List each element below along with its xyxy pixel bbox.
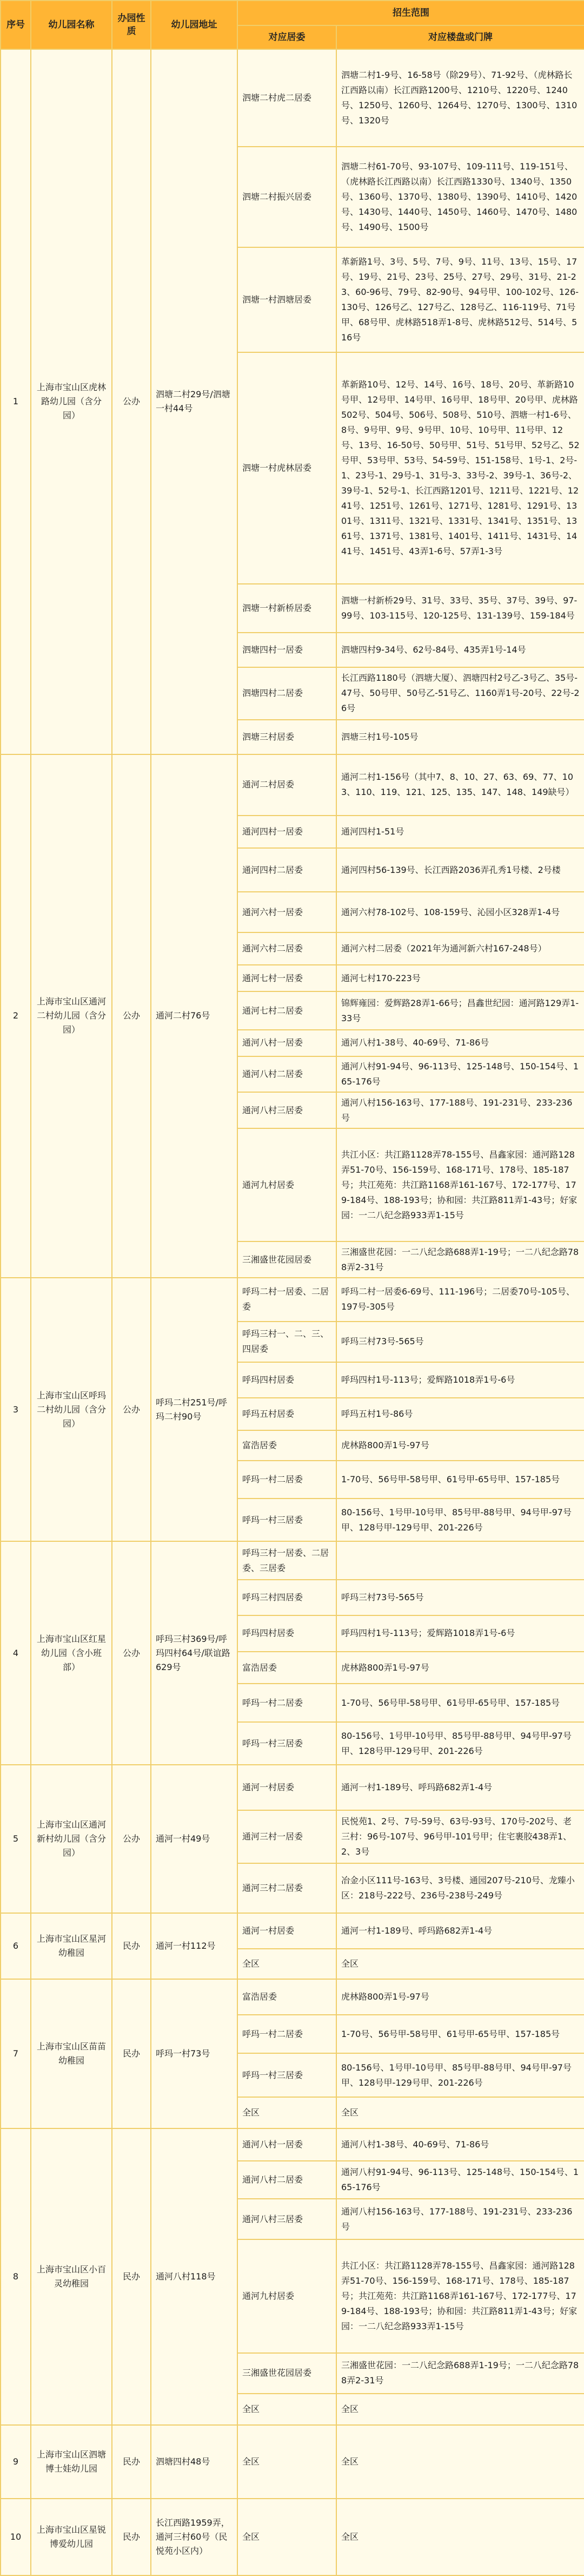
buildings-cell: 三湘盛世花园：一二八纪念路688弄1-19号；一二八纪念路788弄2-31号 [336, 1241, 584, 1277]
table-row [1, 1765, 584, 1810]
buildings-cell: 呼玛五村1号-86号 [336, 1398, 584, 1430]
buildings-cell: 全区 [336, 2499, 584, 2575]
buildings-cell: 全区 [336, 2097, 584, 2128]
buildings-cell: 共江小区：共江路1128弄78-155号、昌鑫家园：通河路128弄51-70号、156-159号、168-171号、178号、185-187号；共江苑苑：共江路1168弄161-167号、172-177号、179-184号、188-193号；协和园：共江路811弄1-43号；好家园：一二八纪念路933弄1-15号 [336, 1128, 584, 1242]
committee-cell: 呼玛三村一居委、二居委、三居委 [237, 1541, 336, 1580]
kindergarten-nature: 公办 [112, 49, 151, 754]
committee-cell: 泗塘二村虎二居委 [237, 49, 336, 147]
buildings-cell: 虎林路800弄1号-97号 [336, 1652, 584, 1684]
header-name: 幼儿园名称 [31, 1, 112, 49]
committee-cell: 泗塘四村一居委 [237, 633, 336, 667]
kindergarten-number: 1 [1, 49, 31, 754]
committee-cell: 泗塘三村居委 [237, 720, 336, 754]
kindergarten-name: 上海市宝山区呼玛二村幼儿园（含分园） [31, 1278, 112, 1542]
buildings-cell: 长江西路1180号（泗塘大厦）、泗塘四村2号乙-3号乙、35号-47号、50号甲、50号乙-51号乙、1160弄1号-20号、22号-26号 [336, 667, 584, 719]
kindergarten-address: 长江西路1959弄，通河三村60号（民悦苑小区内） [151, 2499, 237, 2575]
kindergarten-nature: 民办 [112, 2499, 151, 2575]
committee-cell: 通河七村二居委 [237, 991, 336, 1030]
kindergarten-nature: 民办 [112, 1913, 151, 1979]
kindergarten-number: 2 [1, 754, 31, 1278]
kindergarten-address: 通河一村49号 [151, 1765, 237, 1913]
buildings-cell: 80-156号、1号甲-10号甲、85号甲-88号甲、94号甲-97号甲、128号甲-129号甲、201-226号 [336, 2053, 584, 2097]
committee-cell: 呼玛五村居委 [237, 1398, 336, 1430]
buildings-cell: 呼玛三村73号-565号 [336, 1322, 584, 1362]
buildings-cell: 通河八村91-94号、96-113号、125-148号、150-154号、165-176号 [336, 1056, 584, 1092]
kindergarten-nature: 民办 [112, 1979, 151, 2128]
committee-cell: 泗塘二村振兴居委 [237, 147, 336, 247]
buildings-cell: 革新路10号、12号、14号、16号、18号、20号、革新路10号甲、12号甲、14号甲、16号甲、18号甲、20号甲、虎林路502号、504号、506号、508号、510号、泗塘一村1-6号、8号、9号甲、9号、9号甲、10号、10号甲、11号甲、12号、13号、16-50号、50号甲、51号、51号甲、52号乙、52号甲、53号甲、53号、54-59号、151-158号、1号-1、2号-1、23号-1、29号-1、31号-3、33号-2、39号-1、36号-2、39号-1、52号-1、长江西路1201号、1211号、1221号、1241号、1251号、1261号、1271号、1281号、1291号、1301号、1311号、1321号、1331号、1341号、1351号、1361号、1371号、1381号、1401号、1411号、1431号、1441号、1451号、43弄1-6号、57弄1-3号 [336, 352, 584, 584]
table-body [1, 49, 584, 2575]
committee-cell: 通河六村二居委 [237, 932, 336, 965]
committee-cell: 通河八村一居委 [237, 1030, 336, 1056]
table-row [1, 1913, 584, 1949]
buildings-cell: 三湘盛世花园：一二八纪念路688弄1-19号；一二八纪念路788弄2-31号 [336, 2353, 584, 2394]
buildings-cell: 呼玛四村1号-113号；爱辉路1018弄1号-6号 [336, 1362, 584, 1398]
buildings-cell: 1-70号、56号甲-58号甲、61号甲-65号甲、157-185号 [336, 1461, 584, 1499]
buildings-cell: 1-70号、56号甲-58号甲、61号甲-65号甲、157-185号 [336, 2015, 584, 2053]
kindergarten-number: 10 [1, 2499, 31, 2575]
committee-cell: 通河八村三居委 [237, 2199, 336, 2239]
committee-cell: 泗塘一村虎林居委 [237, 352, 336, 584]
buildings-cell: 通河六村78-102号、108-159号、沁园小区328弄1-4号 [336, 892, 584, 932]
kindergarten-address: 通河八村118号 [151, 2128, 237, 2425]
header-nature: 办园性质 [112, 1, 151, 49]
kindergarten-name: 上海市宝山区虎林路幼儿园（含分园） [31, 49, 112, 754]
buildings-cell: 虎林路800弄1号-97号 [336, 1430, 584, 1461]
kindergarten-nature: 公办 [112, 1278, 151, 1542]
kindergarten-name: 上海市宝山区通河二村幼儿园（含分园） [31, 754, 112, 1278]
kindergarten-name: 上海市宝山区小百灵幼稚园 [31, 2128, 112, 2425]
kindergarten-number: 6 [1, 1913, 31, 1979]
committee-cell: 通河七村一居委 [237, 965, 336, 991]
committee-cell: 全区 [237, 2394, 336, 2425]
buildings-cell: 泗塘四村9-34号、62号-84号、435弄1号-14号 [336, 633, 584, 667]
buildings-cell: 泗塘一村新桥29号、31号、33号、35号、37号、39号、97-99号、103-115号、120-125号、131-139号、159-184号 [336, 584, 584, 633]
kindergarten-address: 通河二村76号 [151, 754, 237, 1278]
committee-cell: 呼玛一村二居委 [237, 2015, 336, 2053]
buildings-cell: 泗塘三村1号-105号 [336, 720, 584, 754]
committee-cell: 富浩居委 [237, 1430, 336, 1461]
table-row [1, 1278, 584, 1322]
header-committee: 对应居委 [237, 25, 336, 49]
kindergarten-name: 上海市宝山区星锐博爱幼儿园 [31, 2499, 112, 2575]
buildings-cell: 80-156号、1号甲-10号甲、85号甲-88号甲、94号甲-97号甲、128号甲-129号甲、201-226号 [336, 1499, 584, 1541]
committee-cell: 全区 [237, 1949, 336, 1979]
buildings-cell: 呼玛三村73号-565号 [336, 1580, 584, 1615]
buildings-cell [336, 1541, 584, 1580]
buildings-cell: 呼玛二村一居委6-69号、111-196号；二居委70号-105号、197号-305号 [336, 1278, 584, 1322]
committee-cell: 通河二村居委 [237, 754, 336, 816]
buildings-cell: 通河一村1-189号、呼玛路682弄1-4号 [336, 1765, 584, 1810]
kindergarten-nature: 公办 [112, 1765, 151, 1913]
committee-cell: 全区 [237, 2425, 336, 2499]
kindergarten-address: 呼玛三村369号/呼玛四村64号/联谊路629号 [151, 1541, 237, 1765]
kindergarten-number: 3 [1, 1278, 31, 1542]
buildings-cell: 共江小区：共江路1128弄78-155号、昌鑫家园：通河路128弄51-70号、156-159号、168-171号、178号、185-187号；共江苑苑：共江路1168弄161-167号、172-177号、179-184号、188-193号；协和园：共江路811弄1-43号；好家园：一二八纪念路933弄1-15号 [336, 2239, 584, 2353]
buildings-cell: 冶金小区111号-163号、3号楼、通园207号-210号、龙臻小区：218号-222号、236号-238号-249号 [336, 1863, 584, 1913]
buildings-cell: 通河八村1-38号、40-69号、71-86号 [336, 1030, 584, 1056]
committee-cell: 三湘盛世花园居委 [237, 2353, 336, 2394]
committee-cell: 通河九村居委 [237, 1128, 336, 1242]
committee-cell: 通河三村二居委 [237, 1863, 336, 1913]
committee-cell: 呼玛一村二居委 [237, 1684, 336, 1722]
committee-cell: 呼玛一村三居委 [237, 1499, 336, 1541]
buildings-cell: 通河八村156-163号、177-188号、191-231号、233-236号 [336, 1092, 584, 1128]
header-address: 幼儿园地址 [151, 1, 237, 49]
committee-cell: 通河八村一居委 [237, 2128, 336, 2161]
committee-cell: 通河四村二居委 [237, 848, 336, 892]
committee-cell: 泗塘一村新桥居委 [237, 584, 336, 633]
kindergarten-name: 上海市宝山区通河新村幼儿园（含分园） [31, 1765, 112, 1913]
kindergarten-number: 4 [1, 1541, 31, 1765]
buildings-cell: 通河六村二居委（2021年为通河新六村167-248号） [336, 932, 584, 965]
table-row [1, 1979, 584, 2015]
buildings-cell: 通河七村170-223号 [336, 965, 584, 991]
buildings-cell: 全区 [336, 1949, 584, 1979]
committee-cell: 通河八村二居委 [237, 2161, 336, 2199]
buildings-cell: 革新路1号、3号、5号、7号、9号、11号、13号、15号、17号、19号、21号、23号、25号、27号、29号、31号、21-23、60-96号、79号、82-90号、94号甲、100-102号、126-130号、126号乙、127号乙、128号乙、116-119号、71号甲、68号甲、虎林路518弄1-8号、虎林路512号、514号、516号 [336, 247, 584, 353]
buildings-cell: 泗塘二村1-9号、16-58号（除29号）、71-92号、（虎林路长江西路以南）长江西路1200号、1210号、1220号、1240号、1250号、1260号、1264号、1270号、1300号、1310号、1320号 [336, 49, 584, 147]
committee-cell: 全区 [237, 2097, 336, 2128]
kindergarten-address: 泗塘四村48号 [151, 2425, 237, 2499]
table-row [1, 2128, 584, 2161]
buildings-cell: 民悦苑1、2号、7号-59号、63号-93号、170号-202号、老三村：96号-107号、96号甲-101号甲；住宅裹胶438弄1、2、3号 [336, 1810, 584, 1863]
committee-cell: 通河九村居委 [237, 2239, 336, 2353]
buildings-cell: 通河八村1-38号、40-69号、71-86号 [336, 2128, 584, 2161]
buildings-cell: 通河一村1-189号、呼玛路682弄1-4号 [336, 1913, 584, 1949]
buildings-cell: 全区 [336, 2425, 584, 2499]
kindergarten-nature: 民办 [112, 2128, 151, 2425]
header-seq: 序号 [1, 1, 31, 49]
committee-cell: 富浩居委 [237, 1979, 336, 2015]
kindergarten-address: 通河一村112号 [151, 1913, 237, 1979]
kindergarten-nature: 公办 [112, 1541, 151, 1765]
buildings-cell: 锦辉雍园：爱辉路28弄1-66号；昌鑫世纪园：通河路129弄1-33号 [336, 991, 584, 1030]
committee-cell: 呼玛四村居委 [237, 1362, 336, 1398]
committee-cell: 呼玛一村三居委 [237, 2053, 336, 2097]
buildings-cell: 全区 [336, 2394, 584, 2425]
kindergarten-number: 9 [1, 2425, 31, 2499]
committee-cell: 全区 [237, 2499, 336, 2575]
kindergarten-address: 呼玛二村251号/呼玛二村90号 [151, 1278, 237, 1542]
committee-cell: 三湘盛世花园居委 [237, 1241, 336, 1277]
committee-cell: 呼玛三村四居委 [237, 1580, 336, 1615]
table-row [1, 1541, 584, 1580]
kindergarten-number: 8 [1, 2128, 31, 2425]
kindergarten-name: 上海市宝山区红星幼儿园（含小班部） [31, 1541, 112, 1765]
kindergarten-name: 上海市宝山区苗苗幼稚园 [31, 1979, 112, 2128]
buildings-cell: 通河四村56-139号、长江西路2036弄孔秀1号楼、2号楼 [336, 848, 584, 892]
buildings-cell: 通河四村1-51号 [336, 816, 584, 848]
committee-cell: 泗塘四村二居委 [237, 667, 336, 719]
committee-cell: 通河八村三居委 [237, 1092, 336, 1128]
committee-cell: 呼玛三村一、二、三、四居委 [237, 1322, 336, 1362]
table-row [1, 2425, 584, 2499]
buildings-cell: 80-156号、1号甲-10号甲、85号甲-88号甲、94号甲-97号甲、128号甲-129号甲、201-226号 [336, 1722, 584, 1765]
committee-cell: 通河三村一居委 [237, 1810, 336, 1863]
committee-cell: 通河八村二居委 [237, 1056, 336, 1092]
kindergarten-number: 5 [1, 1765, 31, 1913]
buildings-cell: 虎林路800弄1号-97号 [336, 1979, 584, 2015]
kindergarten-name: 上海市宝山区星河幼稚园 [31, 1913, 112, 1979]
buildings-cell: 泗塘二村61-70号、93-107号、109-111号、119-151号、（虎林路长江西路以南）长江西路1330号、1340号、1350号、1360号、1370号、1380号、1390号、1410号、1420号、1430号、1440号、1450号、1460号、1470号、1480号、1490号、1500号 [336, 147, 584, 247]
committee-cell: 通河六村一居委 [237, 892, 336, 932]
buildings-cell: 通河八村156-163号、177-188号、191-231号、233-236号 [336, 2199, 584, 2239]
kindergarten-name: 上海市宝山区泗塘博士娃幼儿园 [31, 2425, 112, 2499]
committee-cell: 富浩居委 [237, 1652, 336, 1684]
committee-cell: 通河一村居委 [237, 1913, 336, 1949]
kindergarten-nature: 民办 [112, 2425, 151, 2499]
kindergarten-nature: 公办 [112, 754, 151, 1278]
kindergarten-address: 泗塘二村29号/泗塘一村44号 [151, 49, 237, 754]
buildings-cell: 通河二村1-156号（其中7、8、10、27、63、69、77、103、110、119、121、125、135、147、148、149缺号） [336, 754, 584, 816]
committee-cell: 呼玛一村二居委 [237, 1461, 336, 1499]
buildings-cell: 通河八村91-94号、96-113号、125-148号、150-154号、165-176号 [336, 2161, 584, 2199]
table-row [1, 2499, 584, 2575]
buildings-cell: 呼玛四村1号-113号；爱辉路1018弄1号-6号 [336, 1615, 584, 1651]
kindergarten-number: 7 [1, 1979, 31, 2128]
committee-cell: 呼玛四村居委 [237, 1615, 336, 1651]
table-row [1, 49, 584, 147]
committee-cell: 呼玛一村三居委 [237, 1722, 336, 1765]
committee-cell: 通河四村一居委 [237, 816, 336, 848]
committee-cell: 呼玛二村一居委、二居委 [237, 1278, 336, 1322]
table-row [1, 754, 584, 816]
buildings-cell: 1-70号、56号甲-58号甲、61号甲-65号甲、157-185号 [336, 1684, 584, 1722]
committee-cell: 泗塘一村泗塘居委 [237, 247, 336, 353]
committee-cell: 通河一村居委 [237, 1765, 336, 1810]
header-range: 招生范围 [237, 1, 584, 25]
kindergarten-address: 呼玛一村73号 [151, 1979, 237, 2128]
header-buildings: 对应楼盘或门牌 [336, 25, 584, 49]
